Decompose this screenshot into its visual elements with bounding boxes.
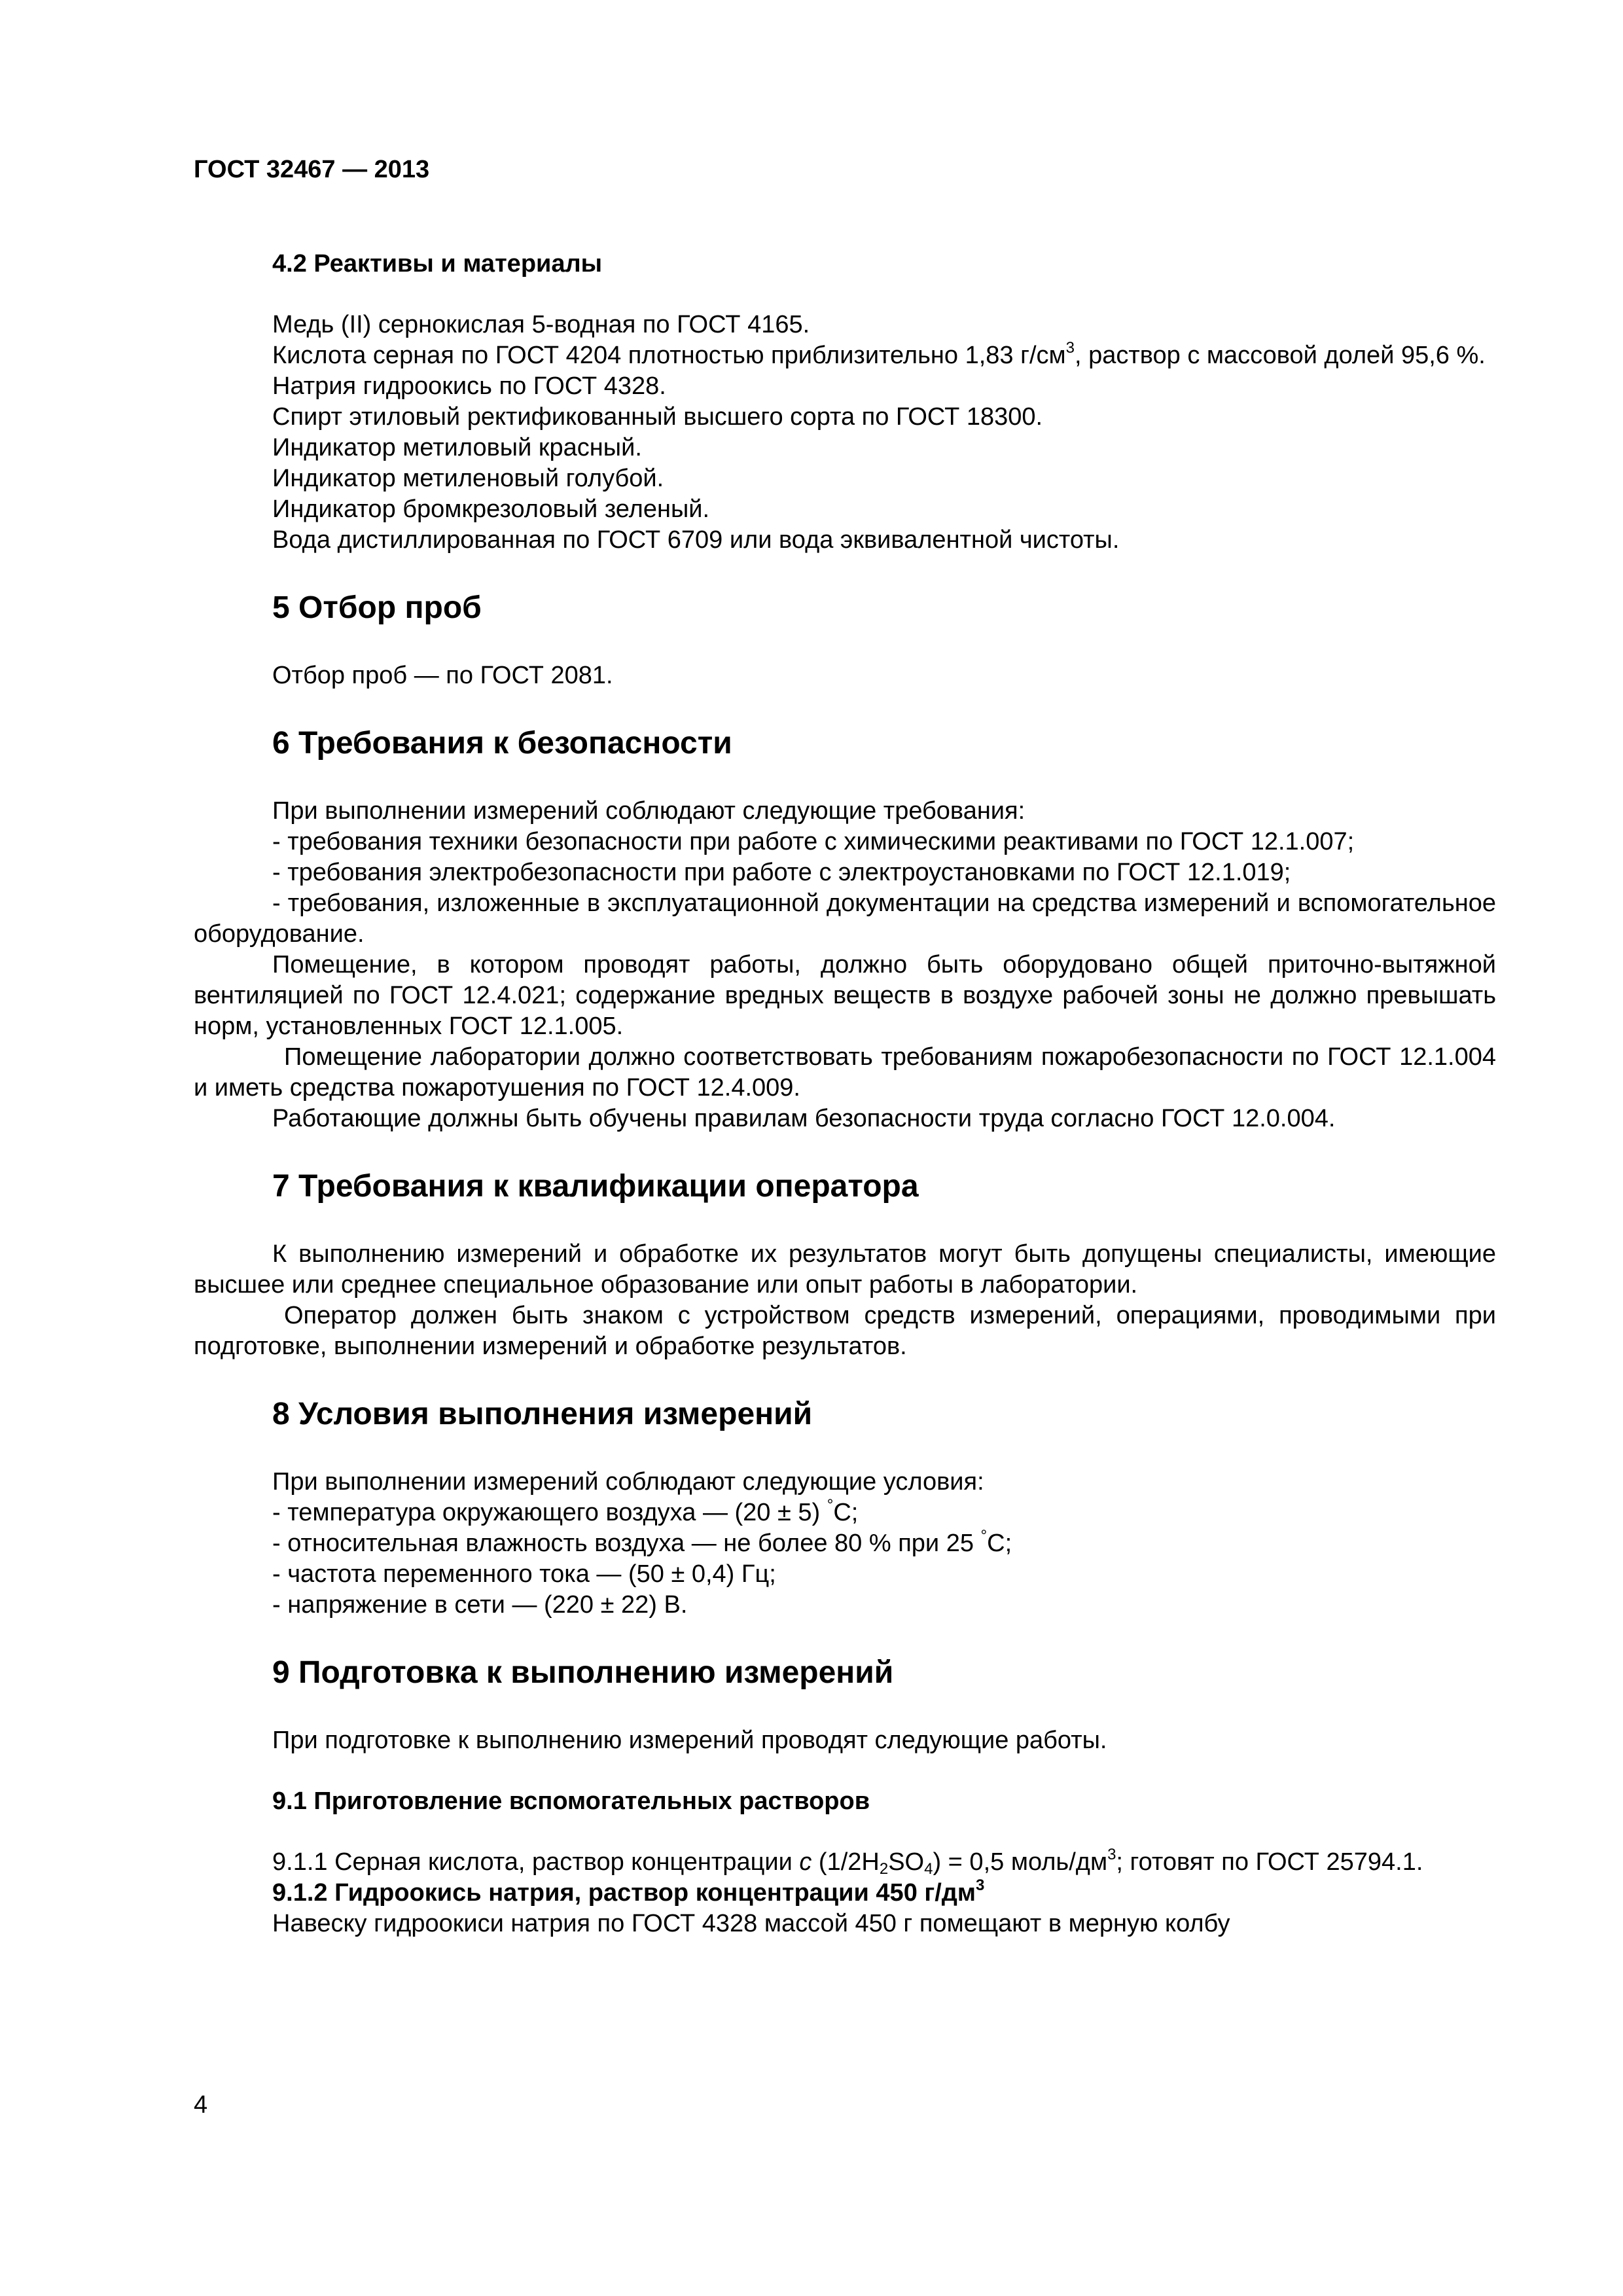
reagent-item-acid: Кислота серная по ГОСТ 4204 плотностью приблизительно 1,83 $г/см^3$, раствор с массовой долей 95,6 %. [272, 339, 1486, 369]
reagent-item: Натрия гидроокись по ГОСТ 4328. [272, 372, 666, 400]
document-header: ГОСТ 32467 — 2013 [194, 156, 430, 183]
condition-humidity: - относительная влажность воздуха — не более 80 % при 25 °С; [272, 1527, 1012, 1557]
section-heading-7: 7 Требования к квалификации оператора [272, 1169, 919, 1204]
reagent-item: Индикатор бромкрезоловый зеленый. [272, 495, 710, 523]
section-6-intro: При выполнении измерений соблюдают следующие требования: [272, 797, 1026, 825]
section-heading-5: 5 Отбор проб [272, 590, 482, 625]
subsection-heading-9-1: 9.1 Приготовление вспомогательных растворов [272, 1787, 870, 1815]
section-heading-6: 6 Требования к безопасности [272, 726, 732, 761]
requirement-item: - требования техники безопасности при работе с химическими реактивами по ГОСТ 12.1.007; [272, 828, 1355, 855]
reagent-item: Индикатор метиленовый голубой. [272, 465, 664, 492]
section-6-paragraph: Работающие должны быть обучены правилам безопасности труда согласно ГОСТ 12.0.004. [272, 1105, 1336, 1132]
reagent-item: Медь (II) сернокислая 5-водная по ГОСТ 4165. [272, 311, 810, 338]
subsection-heading-4-2: 4.2 Реактивы и материалы [272, 250, 603, 278]
section-6-paragraph: Помещение лаборатории должно соответствовать требованиям пожаробезопасности по ГОСТ 12.1.004 и иметь средства пожаротушения по ГОСТ 12.4.009. [194, 1043, 1496, 1102]
section-8-intro: При выполнении измерений соблюдают следующие условия: [272, 1468, 984, 1496]
section-7-paragraph: Оператор должен быть знаком с устройством средств измерений, операциями, проводимыми при подготовке, выполнении измерений и обработке результатов. [194, 1302, 1496, 1360]
reagent-item: Спирт этиловый ректификованный высшего сорта по ГОСТ 18300. [272, 403, 1043, 431]
subsection-heading-9-1-2: 9.1.2 Гидроокись натрия, раствор концентрации 450 $г/дм^3$ [272, 1876, 985, 1907]
section-heading-8: 8 Условия выполнения измерений [272, 1397, 813, 1431]
section-heading-9: 9 Подготовка к выполнению измерений [272, 1655, 894, 1690]
section-6-paragraph: Помещение, в котором проводят работы, должно быть оборудовано общей приточно-вытяжной вентиляцией по ГОСТ 12.4.021; содержание вредных веществ в воздухе рабочей зоны не должно превышать норм, установленных ГОСТ 12.1.005. [194, 951, 1496, 1040]
paragraph-9-1-1: 9.1.1 Серная кислота, раствор концентрации с $(1/2H_2SO_4) = 0,5$ моль/$дм^3$; готовят по ГОСТ 25794.1. [272, 1846, 1423, 1878]
reagent-item: Индикатор метиловый красный. [272, 434, 642, 461]
requirement-item: - требования электробезопасности при работе с электроустановками по ГОСТ 12.1.019; [272, 859, 1291, 886]
section-7-paragraph: К выполнению измерений и обработке их результатов могут быть допущены специалисты, имеющие высшее или среднее специальное образование или опыт работы в лаборатории. [194, 1240, 1496, 1299]
document-body [194, 249, 1496, 1939]
condition-temperature: - температура окружающего воздуха — (20 ± 5) °С; [272, 1496, 859, 1526]
requirement-item: - требования, изложенные в эксплуатационной документации на средства измерений и вспомогательное оборудование. [194, 889, 1496, 948]
condition-voltage: - напряжение в сети — (220 ± 22) В. [272, 1591, 688, 1619]
section-9-intro: При подготовке к выполнению измерений проводят следующие работы. [272, 1727, 1107, 1754]
page-number: 4 [194, 2091, 208, 2119]
section-5-text: Отбор проб — по ГОСТ 2081. [272, 662, 613, 689]
paragraph-9-1-2: Навеску гидроокиси натрия по ГОСТ 4328 массой 450 г помещают в мерную колбу [272, 1910, 1230, 1937]
reagent-item: Вода дистиллированная по ГОСТ 6709 или вода эквивалентной чистоты. [272, 526, 1120, 554]
condition-frequency: - частота переменного тока — (50 ± 0,4) Гц; [272, 1560, 776, 1588]
